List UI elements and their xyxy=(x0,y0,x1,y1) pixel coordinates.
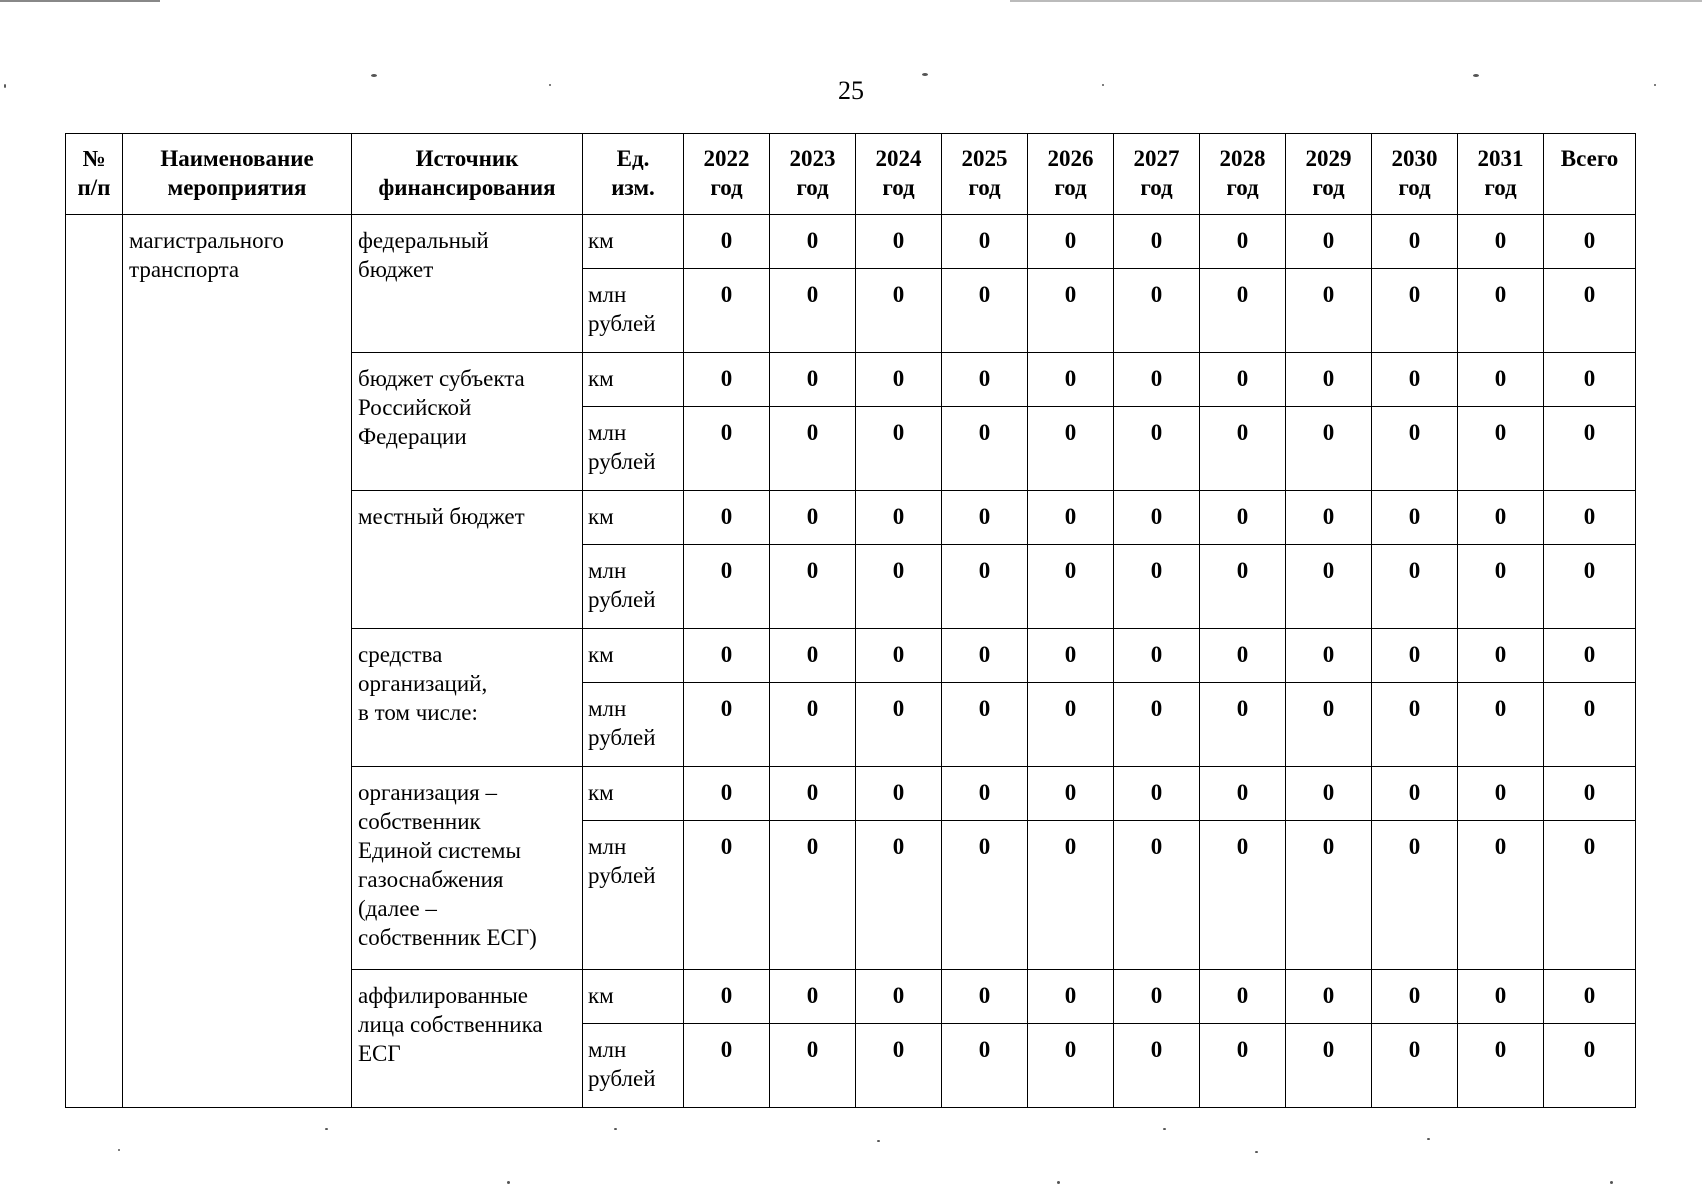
year-value-cell: 0 xyxy=(1372,767,1458,821)
table-row xyxy=(66,215,1636,269)
total-value-cell: 0 xyxy=(1544,629,1636,683)
total-value-cell: 0 xyxy=(1544,269,1636,353)
unit-cell: км xyxy=(583,215,684,269)
year-value-cell: 0 xyxy=(684,269,770,353)
year-value-cell: 0 xyxy=(684,353,770,407)
year-value-cell: 0 xyxy=(770,629,856,683)
table-body xyxy=(66,215,1636,1108)
funding-source-cell: аффилированные лица собственника ЕСГ xyxy=(352,970,583,1108)
scan-speck xyxy=(1255,1151,1258,1153)
year-value-cell: 0 xyxy=(856,269,942,353)
year-value-cell: 0 xyxy=(1200,215,1286,269)
total-value-cell: 0 xyxy=(1544,970,1636,1024)
total-value-cell: 0 xyxy=(1544,407,1636,491)
year-value-cell: 0 xyxy=(856,215,942,269)
year-value-cell: 0 xyxy=(1028,821,1114,970)
year-value-cell: 0 xyxy=(770,215,856,269)
year-value-cell: 0 xyxy=(1286,545,1372,629)
year-value-cell: 0 xyxy=(1114,821,1200,970)
year-value-cell: 0 xyxy=(1372,970,1458,1024)
header-year-2028: 2028 год xyxy=(1200,134,1286,215)
header-total: Всего xyxy=(1544,134,1636,215)
unit-cell: км xyxy=(583,353,684,407)
year-value-cell: 0 xyxy=(1372,491,1458,545)
year-value-cell: 0 xyxy=(1372,269,1458,353)
year-value-cell: 0 xyxy=(770,821,856,970)
scan-speck xyxy=(1473,74,1479,77)
year-value-cell: 0 xyxy=(1372,821,1458,970)
year-value-cell: 0 xyxy=(1028,545,1114,629)
year-value-cell: 0 xyxy=(1286,629,1372,683)
scan-edge-line xyxy=(1010,0,1702,2)
year-value-cell: 0 xyxy=(1028,491,1114,545)
header-measure-name: Наименование мероприятия xyxy=(123,134,352,215)
table-header-row xyxy=(66,134,1636,215)
year-value-cell: 0 xyxy=(770,767,856,821)
year-value-cell: 0 xyxy=(1200,683,1286,767)
year-value-cell: 0 xyxy=(684,215,770,269)
funding-source-cell: федеральный бюджет xyxy=(352,215,583,353)
funding-source-cell: бюджет субъекта Российской Федерации xyxy=(352,353,583,491)
year-value-cell: 0 xyxy=(684,491,770,545)
year-value-cell: 0 xyxy=(1200,491,1286,545)
total-value-cell: 0 xyxy=(1544,353,1636,407)
year-value-cell: 0 xyxy=(1286,269,1372,353)
year-value-cell: 0 xyxy=(1286,215,1372,269)
year-value-cell: 0 xyxy=(1200,821,1286,970)
scan-speck xyxy=(1610,1181,1613,1184)
funding-table-container xyxy=(65,133,1635,1108)
unit-cell: млн рублей xyxy=(583,683,684,767)
year-value-cell: 0 xyxy=(1200,767,1286,821)
year-value-cell: 0 xyxy=(942,353,1028,407)
year-value-cell: 0 xyxy=(770,407,856,491)
row-number-cell xyxy=(66,215,123,1108)
scan-speck xyxy=(371,74,377,77)
year-value-cell: 0 xyxy=(770,353,856,407)
year-value-cell: 0 xyxy=(1114,767,1200,821)
header-number: № п/п xyxy=(66,134,123,215)
year-value-cell: 0 xyxy=(684,683,770,767)
year-value-cell: 0 xyxy=(1286,821,1372,970)
scan-speck xyxy=(922,73,928,76)
page-number: 25 xyxy=(838,76,864,105)
year-value-cell: 0 xyxy=(1200,1024,1286,1108)
total-value-cell: 0 xyxy=(1544,821,1636,970)
unit-cell: км xyxy=(583,491,684,545)
year-value-cell: 0 xyxy=(856,545,942,629)
year-value-cell: 0 xyxy=(1114,683,1200,767)
unit-cell: км xyxy=(583,970,684,1024)
year-value-cell: 0 xyxy=(684,407,770,491)
year-value-cell: 0 xyxy=(1286,970,1372,1024)
year-value-cell: 0 xyxy=(1372,545,1458,629)
year-value-cell: 0 xyxy=(770,545,856,629)
year-value-cell: 0 xyxy=(856,1024,942,1108)
year-value-cell: 0 xyxy=(1458,767,1544,821)
year-value-cell: 0 xyxy=(684,1024,770,1108)
year-value-cell: 0 xyxy=(684,970,770,1024)
year-value-cell: 0 xyxy=(856,683,942,767)
year-value-cell: 0 xyxy=(1458,629,1544,683)
header-unit: Ед. изм. xyxy=(583,134,684,215)
header-year-2023: 2023 год xyxy=(770,134,856,215)
funding-table xyxy=(65,133,1636,1108)
year-value-cell: 0 xyxy=(942,407,1028,491)
year-value-cell: 0 xyxy=(1028,407,1114,491)
year-value-cell: 0 xyxy=(1286,353,1372,407)
year-value-cell: 0 xyxy=(1200,269,1286,353)
year-value-cell: 0 xyxy=(770,970,856,1024)
year-value-cell: 0 xyxy=(1200,629,1286,683)
year-value-cell: 0 xyxy=(1458,970,1544,1024)
unit-cell: км xyxy=(583,767,684,821)
funding-source-cell: организация – собственник Единой системы газоснабжения (далее – собственник ЕСГ) xyxy=(352,767,583,970)
year-value-cell: 0 xyxy=(1114,1024,1200,1108)
unit-cell: млн рублей xyxy=(583,407,684,491)
year-value-cell: 0 xyxy=(1458,821,1544,970)
year-value-cell: 0 xyxy=(1286,1024,1372,1108)
header-year-2025: 2025 год xyxy=(942,134,1028,215)
year-value-cell: 0 xyxy=(1372,1024,1458,1108)
scan-speck xyxy=(507,1181,510,1184)
scan-speck xyxy=(1163,1128,1166,1130)
year-value-cell: 0 xyxy=(856,491,942,545)
year-value-cell: 0 xyxy=(1458,407,1544,491)
funding-source-cell: средства организаций, в том числе: xyxy=(352,629,583,767)
year-value-cell: 0 xyxy=(942,491,1028,545)
year-value-cell: 0 xyxy=(1372,215,1458,269)
year-value-cell: 0 xyxy=(1458,353,1544,407)
year-value-cell: 0 xyxy=(1458,269,1544,353)
total-value-cell: 0 xyxy=(1544,491,1636,545)
scan-speck xyxy=(614,1128,617,1130)
year-value-cell: 0 xyxy=(1114,545,1200,629)
scan-speck xyxy=(877,1140,880,1142)
unit-cell: млн рублей xyxy=(583,269,684,353)
year-value-cell: 0 xyxy=(684,545,770,629)
year-value-cell: 0 xyxy=(1028,269,1114,353)
year-value-cell: 0 xyxy=(1028,353,1114,407)
total-value-cell: 0 xyxy=(1544,545,1636,629)
header-year-2030: 2030 год xyxy=(1372,134,1458,215)
unit-cell: млн рублей xyxy=(583,1024,684,1108)
year-value-cell: 0 xyxy=(1458,1024,1544,1108)
unit-cell: млн рублей xyxy=(583,545,684,629)
year-value-cell: 0 xyxy=(1200,970,1286,1024)
year-value-cell: 0 xyxy=(942,683,1028,767)
year-value-cell: 0 xyxy=(770,491,856,545)
scan-speck xyxy=(549,84,551,86)
year-value-cell: 0 xyxy=(942,215,1028,269)
total-value-cell: 0 xyxy=(1544,215,1636,269)
header-year-2024: 2024 год xyxy=(856,134,942,215)
scan-speck xyxy=(1654,84,1656,86)
year-value-cell: 0 xyxy=(942,1024,1028,1108)
year-value-cell: 0 xyxy=(856,353,942,407)
total-value-cell: 0 xyxy=(1544,1024,1636,1108)
year-value-cell: 0 xyxy=(1286,491,1372,545)
year-value-cell: 0 xyxy=(1200,353,1286,407)
year-value-cell: 0 xyxy=(1458,683,1544,767)
year-value-cell: 0 xyxy=(1114,407,1200,491)
year-value-cell: 0 xyxy=(1372,407,1458,491)
year-value-cell: 0 xyxy=(1028,683,1114,767)
scan-speck xyxy=(4,84,6,88)
year-value-cell: 0 xyxy=(1286,683,1372,767)
year-value-cell: 0 xyxy=(1028,767,1114,821)
year-value-cell: 0 xyxy=(1028,970,1114,1024)
year-value-cell: 0 xyxy=(1114,215,1200,269)
year-value-cell: 0 xyxy=(942,629,1028,683)
unit-cell: км xyxy=(583,629,684,683)
total-value-cell: 0 xyxy=(1544,767,1636,821)
scan-speck xyxy=(325,1128,328,1130)
year-value-cell: 0 xyxy=(1372,683,1458,767)
year-value-cell: 0 xyxy=(942,269,1028,353)
year-value-cell: 0 xyxy=(1458,491,1544,545)
year-value-cell: 0 xyxy=(856,821,942,970)
year-value-cell: 0 xyxy=(684,821,770,970)
year-value-cell: 0 xyxy=(942,545,1028,629)
header-year-2031: 2031 год xyxy=(1458,134,1544,215)
scan-edge-line xyxy=(0,0,160,2)
year-value-cell: 0 xyxy=(770,1024,856,1108)
year-value-cell: 0 xyxy=(856,970,942,1024)
year-value-cell: 0 xyxy=(856,767,942,821)
year-value-cell: 0 xyxy=(1286,407,1372,491)
year-value-cell: 0 xyxy=(770,269,856,353)
year-value-cell: 0 xyxy=(1200,407,1286,491)
year-value-cell: 0 xyxy=(1028,1024,1114,1108)
measure-name-cell: магистрального транспорта xyxy=(123,215,352,1108)
year-value-cell: 0 xyxy=(1114,629,1200,683)
year-value-cell: 0 xyxy=(1458,215,1544,269)
year-value-cell: 0 xyxy=(1114,970,1200,1024)
scan-speck xyxy=(118,1149,120,1151)
header-year-2027: 2027 год xyxy=(1114,134,1200,215)
header-year-2022: 2022 год xyxy=(684,134,770,215)
year-value-cell: 0 xyxy=(942,767,1028,821)
year-value-cell: 0 xyxy=(1114,269,1200,353)
year-value-cell: 0 xyxy=(1286,767,1372,821)
year-value-cell: 0 xyxy=(856,629,942,683)
year-value-cell: 0 xyxy=(1028,629,1114,683)
scan-speck xyxy=(1057,1181,1060,1184)
year-value-cell: 0 xyxy=(942,970,1028,1024)
year-value-cell: 0 xyxy=(856,407,942,491)
total-value-cell: 0 xyxy=(1544,683,1636,767)
year-value-cell: 0 xyxy=(684,767,770,821)
year-value-cell: 0 xyxy=(1028,215,1114,269)
year-value-cell: 0 xyxy=(1114,491,1200,545)
year-value-cell: 0 xyxy=(684,629,770,683)
year-value-cell: 0 xyxy=(1372,353,1458,407)
scan-speck xyxy=(1427,1138,1430,1140)
year-value-cell: 0 xyxy=(942,821,1028,970)
funding-source-cell: местный бюджет xyxy=(352,491,583,629)
header-year-2026: 2026 год xyxy=(1028,134,1114,215)
unit-cell: млн рублей xyxy=(583,821,684,970)
year-value-cell: 0 xyxy=(1200,545,1286,629)
header-year-2029: 2029 год xyxy=(1286,134,1372,215)
year-value-cell: 0 xyxy=(770,683,856,767)
scan-speck xyxy=(1102,84,1104,86)
header-funding-source: Источник финансирования xyxy=(352,134,583,215)
year-value-cell: 0 xyxy=(1458,545,1544,629)
year-value-cell: 0 xyxy=(1114,353,1200,407)
year-value-cell: 0 xyxy=(1372,629,1458,683)
